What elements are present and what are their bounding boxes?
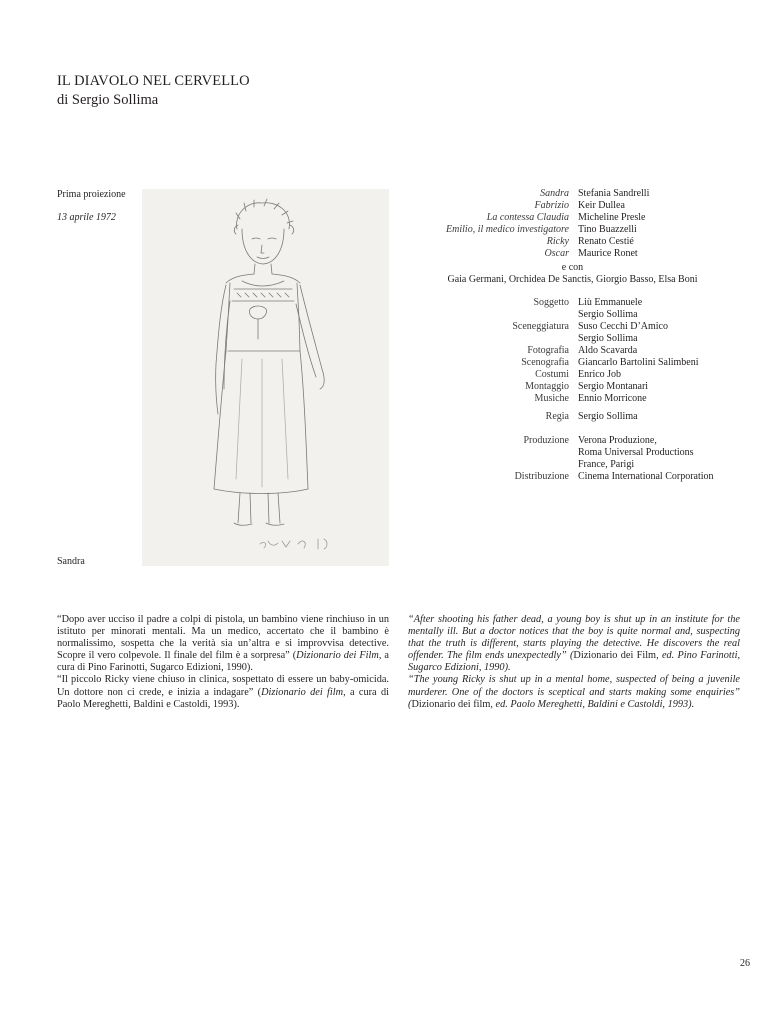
- crew-role: Sceneggiatura: [512, 321, 569, 332]
- crew-name: Liù Emmanuele: [578, 297, 643, 308]
- synopsis-english: [408, 614, 740, 711]
- crew-name: Giancarlo Bartolini Salimbeni: [578, 357, 699, 368]
- crew-role: Soggetto: [533, 297, 569, 308]
- crew-row-produzione-3: [420, 459, 750, 471]
- cast-role: La contessa Claudia: [486, 212, 569, 223]
- crew-row-sceneggiatura: [420, 321, 750, 333]
- figure-caption: Sandra: [57, 556, 85, 567]
- crew-name: Verona Produzione,: [578, 435, 657, 446]
- crew-name: Aldo Scavarda: [578, 345, 638, 356]
- crew-row-regia: [420, 411, 750, 423]
- crew-row-produzione: [420, 435, 750, 447]
- crew-row-produzione-2: [420, 447, 750, 459]
- cast-role: Fabrizio: [534, 200, 569, 211]
- film-title: IL DIAVOLO NEL CERVELLO: [57, 73, 250, 89]
- sketch-illustration: [142, 189, 389, 566]
- crew-role: Costumi: [535, 369, 569, 380]
- cast-extra-names: Gaia Germani, Orchidea De Sanctis, Giorgio Basso, Elsa Boni: [447, 274, 698, 285]
- crew-row-soggetto-2: [420, 309, 750, 321]
- crew-name: France, Parigi: [578, 459, 635, 470]
- cast-row: [420, 188, 750, 200]
- crew-name: Sergio Sollima: [578, 411, 638, 422]
- crew-name: Ennio Morricone: [578, 393, 647, 404]
- crew-row-scenografia: [420, 357, 750, 369]
- crew-role: Montaggio: [525, 381, 569, 392]
- crew-name: Sergio Montanari: [578, 381, 649, 392]
- crew-row-sceneggiatura-2: [420, 333, 750, 345]
- premiere-date: 13 aprile 1972: [57, 212, 116, 223]
- crew-name: Sergio Sollima: [578, 309, 638, 320]
- cast-role: Sandra: [540, 188, 569, 199]
- crew-name: Cinema International Corporation: [578, 471, 714, 482]
- cast-row: [420, 236, 750, 248]
- page-number: 26: [740, 958, 750, 969]
- crew-name: Roma Universal Productions: [578, 447, 694, 458]
- cast-actor: Stefania Sandrelli: [578, 188, 650, 199]
- cast-row: [420, 224, 750, 236]
- crew-row-musiche: [420, 393, 750, 405]
- cast-row: [420, 248, 750, 260]
- crew-role: Scenografia: [521, 357, 569, 368]
- crew-row-soggetto: [420, 297, 750, 309]
- synopsis-italian: [57, 614, 389, 711]
- sketch-figure-drawing: [142, 189, 389, 566]
- crew-name: Sergio Sollima: [578, 333, 638, 344]
- cast-actor: Maurice Ronet: [578, 248, 638, 259]
- cast-role: Emilio, il medico investigatore: [446, 224, 569, 235]
- cast-actor: Micheline Presle: [578, 212, 646, 223]
- crew-row-montaggio: [420, 381, 750, 393]
- crew-row-costumi: [420, 369, 750, 381]
- crew-role: Produzione: [523, 435, 569, 446]
- crew-role: Fotografia: [527, 345, 569, 356]
- crew-role: Distribuzione: [514, 471, 569, 482]
- crew-name: Suso Cecchi D’Amico: [578, 321, 668, 332]
- film-director-line: di Sergio Sollima: [57, 92, 159, 108]
- crew-role: Regia: [545, 411, 569, 422]
- cast-actor: Keir Dullea: [578, 200, 625, 211]
- premiere-label: Prima proiezione: [57, 189, 126, 200]
- cast-actor: Tino Buazzelli: [578, 224, 637, 235]
- synopsis-paragraph: “The young Ricky is shut up in a mental home, suspected of being a juvenile murderer. One of the doctors is sceptical and starts making some enquiries” (Dizionario dei film, ed. Paolo Mereghetti, Baldini e Castoldi, 1993).: [408, 674, 740, 710]
- synopsis-paragraph: “Il piccolo Ricky viene chiuso in clinica, sospettato di essere un baby-omicida. Un dottore non ci crede, e inizia a indagare” (Dizionario dei film, a cura di Paolo Mereghetti, Baldini e Castoldi, 1993).: [57, 674, 389, 710]
- cast-actor: Renato Cestié: [578, 236, 634, 247]
- cast-row: [420, 212, 750, 224]
- crew-row-fotografia: [420, 345, 750, 357]
- crew-row-distribuzione: [420, 471, 750, 483]
- cast-role: Ricky: [546, 236, 569, 247]
- crew-name: Enrico Job: [578, 369, 622, 380]
- synopsis-paragraph: “After shooting his father dead, a young boy is shut up in an institute for the mentally ill. But a doctor notices that the boy is quite normal and, suspecting that the truth is different, starts playing the detective. He discovers the real offender. The film ends unexpectedly” (Dizionario dei Film, ed. Pino Farinotti, Sugarco Edizioni, 1990).: [408, 614, 741, 674]
- cast-row: [420, 200, 750, 212]
- cast-role: Oscar: [544, 248, 569, 259]
- cast-extra-label: e con: [561, 262, 584, 273]
- synopsis-paragraph: “Dopo aver ucciso il padre a colpi di pistola, un bambino viene rinchiuso in un istituto per minorati mentali. Ma un medico, accertato che il bambino è normalissimo, sospetta che la verità sia un’altra e si improvvisa detective. Scopre il vero colpevole. Il finale del film è a sorpresa” (Dizionario dei Film, a cura di Pino Farinotti, Sugarco Edizioni, 1990).: [57, 614, 389, 674]
- crew-role: Musiche: [534, 393, 569, 404]
